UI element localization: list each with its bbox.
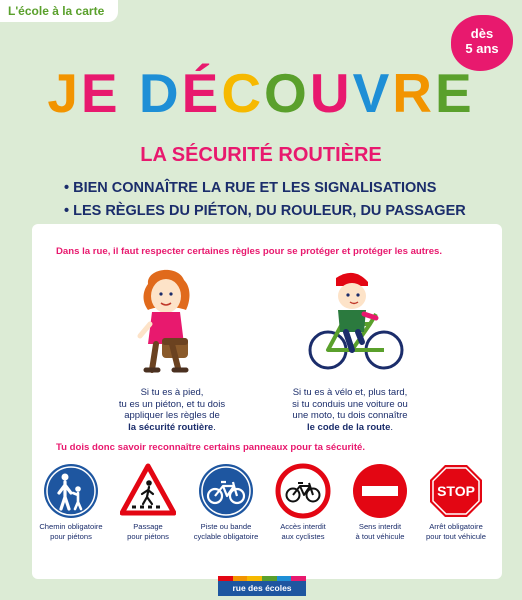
cyclist-line: si tu conduis une voiture ou	[292, 398, 408, 410]
stop-sign-label: STOP	[437, 483, 475, 499]
pedestrian-line: Si tu es à pied,	[140, 387, 204, 398]
title-letter: J	[47, 62, 81, 124]
bullet-item: • LES RÈGLES DU PIÉTON, DU ROULEUR, DU PASSAGER	[64, 200, 466, 223]
title-letter: É	[181, 62, 222, 124]
series-tag-label: L'école à la carte	[8, 4, 105, 18]
sign-caption-line: Passage	[133, 522, 163, 531]
cyclist-period: .	[390, 421, 394, 433]
sign-caption-line: Accès interdit	[280, 522, 326, 531]
main-title	[0, 60, 522, 126]
pedestrian-path-sign-icon	[43, 463, 99, 519]
pedestrian-period: .	[213, 421, 216, 433]
sign-caption-line: pour piétons	[50, 531, 92, 541]
title-letter: O	[264, 62, 310, 124]
cyclist-line: Si tu es à vélo et, plus tard,	[292, 387, 408, 398]
age-badge-line2: 5 ans	[465, 41, 499, 56]
subtitle: LA SÉCURITÉ ROUTIÈRE	[140, 144, 382, 166]
cyclist-line: une moto, tu dois connaître	[292, 410, 408, 421]
title-space	[121, 62, 139, 124]
age-badge-line1: dès	[470, 26, 494, 41]
sign-caption-line: aux cyclistes	[281, 531, 325, 541]
series-tag	[0, 0, 118, 22]
cyclist-emphasis: le code de la route	[306, 421, 391, 433]
sign-caption-line: Sens interdit	[358, 522, 402, 531]
pedestrian-paragraph	[84, 387, 260, 433]
sign-caption-line: cyclable obligatoire	[193, 531, 259, 541]
no-cycles-sign-icon	[275, 463, 331, 519]
pedestrian-line: appliquer les règles de	[124, 410, 220, 421]
no-entry-sign-icon	[352, 463, 408, 519]
sign-caption-line: pour piétons	[127, 531, 169, 541]
bullet-item: • BIEN CONNAÎTRE LA RUE ET LES SIGNALISATIONS	[64, 177, 466, 200]
cyclist-boy-illustration	[306, 268, 406, 372]
stop-sign-icon	[428, 463, 484, 519]
sign-caption	[410, 522, 502, 541]
sign-caption-line: Arrêt obligatoire	[429, 522, 483, 531]
bullet-list	[64, 177, 466, 223]
crossing-sign-icon	[120, 463, 176, 519]
title-letter: U	[309, 62, 353, 124]
bike-lane-sign-icon	[198, 463, 254, 519]
sign-caption-line: Piste ou bande	[200, 522, 252, 531]
signs-intro: Tu dois donc savoir reconnaître certains panneaux pour ta sécurité.	[56, 442, 366, 453]
pedestrian-girl-illustration	[126, 266, 210, 378]
title-letter: C	[221, 62, 265, 124]
publisher-logo	[218, 581, 306, 596]
title-letter: E	[80, 62, 121, 124]
cyclist-paragraph	[262, 387, 438, 433]
pedestrian-emphasis: la sécurité routière	[128, 421, 214, 433]
publisher-name: rue des écoles	[232, 583, 292, 593]
sign-caption-line: Chemin obligatoire	[39, 522, 103, 531]
intro-text: Dans la rue, il faut respecter certaines règles pour se protéger et protéger les autres.	[56, 246, 443, 257]
sign-caption-line: pour tout véhicule	[426, 531, 486, 541]
title-letter: D	[138, 62, 182, 124]
title-letter: R	[392, 62, 435, 124]
title-letter: V	[352, 62, 393, 124]
title-letter: E	[434, 62, 475, 124]
sign-caption-line: à tout véhicule	[355, 531, 405, 541]
pedestrian-line: tu es un piéton, et tu dois	[118, 398, 226, 410]
